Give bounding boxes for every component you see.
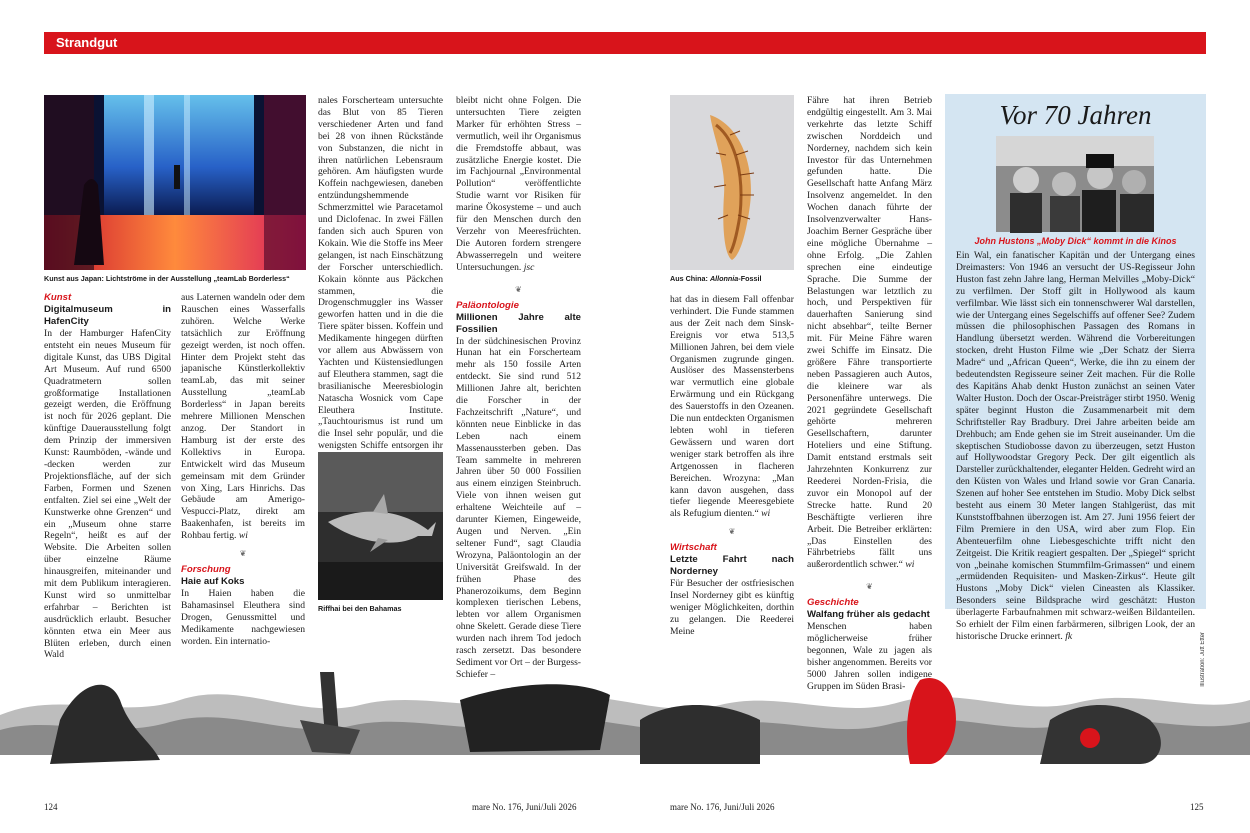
column-6 [807, 95, 932, 692]
box-title: Vor 70 Jahren [999, 100, 1152, 130]
issue-right: mare No. 176, Juni/Juli 2026 [670, 802, 775, 812]
article-separator: ❦ [239, 549, 247, 559]
text-haie-end: bleibt nicht ohne Folgen. Die untersuchten Tiere zeigten Marker für erhöhten Stress – vermutlich, weil ihr Organismus die Fremdstoffe abbaut, was zusätzliche Energie kostet. Die im Fachjournal „Environmental Pollution“ veröffentlichte Studie warnt vor Risiken für marine Ökosysteme – und auch für den Menschen durch den Verzehr von Meeresfrüchten. Die Autoren fordern strengere Abwasserregeln und weitere Untersuchungen. jsc [456, 95, 581, 273]
section-title: Strandgut [56, 35, 118, 50]
headline-walfang: Walfang früher als gedacht [807, 609, 930, 621]
art-caption: Kunst aus Japan: Lichtströme in der Ausstellung „teamLab Borderless“ [44, 274, 290, 283]
headline-haie: Haie auf Koks [181, 575, 245, 587]
kicker-geschichte: Geschichte [807, 597, 859, 609]
fossil-caption: Aus China: Allonnia-Fossil [670, 274, 762, 283]
anniversary-box [945, 94, 1206, 642]
author-kunst: wi [238, 530, 248, 542]
text-haie-cont: nales Forscherteam untersuchte das Blut von 85 Tieren verschiedener Arten und fand bei 28 von ihnen Rückstände von Substanzen, die nicht in ihren natürlichen Lebensraum gehören. Am häufigsten wurde Koffein nachgewiesen, daneben entzündungshemmende Schmerzmittel wie Paracetamol und Diclofenac. In zwei Fällen fanden sich auch Spuren von Kokain. Wie die Stoffe ins Meer gelangen, ist nach Einschätzung der Forscher unterschiedlich. Kokain könnte aus Päckchen stammen, die Drogenschmuggler ins Wasser geworfen hatten und in die die Tiere später bissen. Koffein und Medikamente hingegen dürften vor allem aus Abwässern von Yachten und Küstensiedlungen auf Eleuthera stammen, sagt die brasilianische Meeresbiologin Natascha Wosnick vom Cape Eleuthera Institute. „Tauchtourismus ist rund um die Insel sehr populär, und die wenigsten Schiffe entsorgen ihr [318, 95, 443, 452]
text-kunst: In der Hamburger HafenCity entsteht ein neues Museum für digitale Kunst, das UBS Digital Art Museum. Auf rund 6500 Quadratmetern sollen großformatige Installationen gezeigt werden, die Eröffnung ist noch für 2026 geplant. Die künftige Dauerausstellung folgt dem Prinzip der immersiven Kunst: Raumböden, -wände und -decken werden zur Projektionsfläche, auf der sich Farben, Formen und Szenen entfalten. Ziel sei eine „Welt der Kunstwerke ohne Grenzen“ und ein „Museum ohne starre Regeln“, heißt es auf der Website. Die Arbeiten sollen über einzelne Räume hinausgreifen, miteinander und mit dem Publikum interagieren. Kunst wird so unmittelbar erfahrbar – Berichten ist ausdrücklich erlaubt. Besucher könnten etwa ein Meer aus Blüten erleben, durch einen Wald [44, 328, 171, 661]
headline-kunst: Digitalmuseum in HafenCity [44, 304, 171, 327]
fossil-photo [670, 95, 794, 270]
issue-left: mare No. 176, Juni/Juli 2026 [472, 802, 577, 812]
box-subtitle: John Hustons „Moby Dick“ kommt in die Kinos [974, 236, 1177, 246]
kicker-forschung: Forschung [181, 563, 231, 575]
text-norderney-cont: Fähre hat ihren Betrieb endgültig eingestellt. Am 3. Mai verkehrte das letzte Schiff zwischen Norddeich und Norderney, nachdem sich kein Investor für das Unternehmen gefunden hatte. Die Gesellschaft hatte Anfang März Insolvenz angemeldet. In den Wochen danach führte der Insolvenzverwalter Hans-Joachim Berner Gespräche über eine mögliche Übernahme – ohne Erfolg. „Die Zahlen sprechen eine eindeutige Sprache. Die Summe der Belastungen war letztlich zu hoch, und Perspektiven für dauerhaften Sanierung sind nicht absehbar“, teilte Berner mit. Für Meine Fähre waren zwei Schiffe im Einsatz. Die größere Fähre transportierte neben Passagieren auch Autos, die kleinere war als Personenfähre unterwegs. Die 2021 gegründete Gesellschaft gehörte mehreren Gesellschaftern, darunter Hoteliers und eine Stiftung. Damit entstand erstmals seit Jahrzehnten Konkurrenz zur Reederei Norden-Frisia, die zuvor ein Monopol auf der Strecke hatte. Rund 20 Beschäftigte verlieren ihre Arbeit. Die Betreiber erklärten: „Das Einstellen des Fährbetriebs fällt uns außerordentlich schwer.“ wi [807, 95, 932, 571]
article-separator: ❦ [866, 582, 873, 592]
shark-photo [318, 452, 443, 600]
author-fossilien: wi [761, 508, 771, 520]
kicker-wirtschaft: Wirtschaft [670, 542, 717, 554]
fossil-name: Allonnia [709, 274, 739, 283]
shark-caption: Riffhai bei den Bahamas [318, 604, 402, 613]
page-number-right: 125 [1190, 802, 1204, 812]
column-3 [318, 95, 443, 452]
kicker-palaeontologie: Paläontologie [456, 299, 519, 311]
text-fossilien-cont: hat das in diesem Fall offenbar verhindert. Die Funde stammen aus der Zeit nach dem Sinsk-Ereignis vor etwa 513,5 Millionen Jahren, bei dem viele Organismen zugrunde gingen. Auslöser des Massensterbens war vermutlich eine globale Erwärmung und ein Rückgang des Sauerstoffs in den Ozeanen. Die nun entdeckten Organismen lebten wohl in tieferen Gewässern und waren dort weniger stark betroffen als ihre Artgenossen in flacheren Bereichen. Wrozyna: „Man kann davon ausgehen, dass tiefer liegende Meeresgebiete als Refugium dienten.“ wi [670, 294, 794, 520]
column-4 [456, 95, 581, 680]
film-still-photo [996, 136, 1154, 232]
section-banner [44, 32, 1206, 54]
text-kunst-cont: aus Laternen wandeln oder dem Rauschen eines Wasserfalls zuhören. Welche Werke tatsächlich zur Eröffnung gezeigt werden, ist noch offen. Hinter dem Projekt steht das japanische Künstlerkollektiv teamLab, das mit seiner Ausstellung „teamLab Borderless“ in Japan bereits mehrere Millionen Menschen anzog. Der Standort in Hamburg ist der erste des Kollektivs in Europa. Entwickelt wird das Museum gemeinsam mit dem Gründer von Xing, Lars Hinrichs. Das Gebäude am Amerigo-Vespucci-Platz, direkt am Baakenhafen, ist bereits im Rohbau fertig. wi [181, 292, 305, 542]
illustration-credit: Illustration: Jutt Etter [1200, 632, 1206, 687]
article-separator: ❦ [728, 527, 736, 537]
article-separator: ❦ [515, 284, 522, 294]
kicker-kunst: Kunst [44, 292, 72, 303]
box-text: Ein Wal, ein fanatischer Kapitän und der Untergang eines Dreimasters: Von 1946 an versucht der US-Regisseur John Huston fast zehn Jahre lang, Herman Melvilles „Moby-Dick“ zu verfilmen. Der Stoff gilt in Hollywood als kaum verfilmbar. Wie lässt sich ein tonnenschwerer Wal darstellen, wie der Untergang eines Segelschiffs auf offener See? Zudem müssen die philosophischen Passagen des Romans in Handlung übersetzt werden. Während die Vorbereitungen stocken, dreht Huston Filme wie „Der Schatz der Sierra Madre“ und „African Queen“, Werke, die ihn zu einem der bedeutendsten Regisseure seiner Zeit machen. Für die Rolle des Kapitäns Ahab denkt Huston zunächst an seinen Vater Walter Huston. Doch der Oscar-Preisträger stirbt 1950. Wenig später beginnt Huston die Zusammenarbeit mit dem Schriftsteller Ray Bradbury. Drei Jahre arbeiten beide am Drehbuch; am Ende gehen sie im Streit auseinander. Um die skeptischen Studiobosse davon zu überzeugen, setzt Huston auf Hollywoodstar Gregory Peck. Der gilt eigentlich als Darsteller zurückhaltender, eleganter Helden. Gedreht wird an den Küsten von Wales und Irland sowie vor Gran Canaria. Szenen auf hoher See entstehen im Studio. Moby Dick selbst besteht aus einem 30 Meter langen Stahlgerüst, das mit Kunststoffbahnen überzogen ist. Am 27. Juni 1956 feiert der Film Premiere in den USA, wird aber zum Flop. Ein Abenteuerfilm ohne Liebesgeschichte trifft nicht den Zeitgeist. Die Kritik reagiert gespalten. Der „Spiegel“ spricht von „beinahe komischen Stummfilm-Grimassen“ und einem „ermüdenden Requisiten- und Masken-Zirkus“. Heute gilt Hustons „Moby Dick“ vielen Cineasten als Klassiker. Besonders seine Bildsprache wird geschätzt: Huston überlagerte Farbaufnahmen mit schwarz-weißen Bildanteilen. So erhielt der Film einen farbärmeren, silbrigen Look, der an historische Drucke erinnert. fk [956, 250, 1195, 642]
column-2 [181, 292, 305, 647]
sea-illustration [0, 660, 1250, 790]
text-haie: In Haien haben die Bahamasinsel Eleuthera sind Drogen, Genussmittel und Medikamente nachgewiesen worden. Ein internatio- [181, 587, 305, 647]
headline-fossilien: Millionen Jahre alte Fossilien [456, 311, 581, 335]
box-author: fk [1065, 631, 1073, 642]
author-norderney: wi [905, 559, 915, 571]
headline-norderney: Letzte Fahrt nach Norderney [670, 554, 794, 578]
column-5 [670, 294, 794, 637]
text-fossilien: In der südchinesischen Provinz Hunan hat ein Forscherteam mehr als 150 fossile Arten entdeckt. Sie sind rund 512 Millionen Jahre alt, berichten die Forscher in der Fachzeitschrift „Nature“, und könnten neue Einblicke in das Leben nach einem Massenaussterben geben. Das Team sammelte in mehreren Jahren über 50 000 Fossilien aus einem einzigen Steinbruch. Viele von ihnen weisen gut erhaltene Weichteile auf – darunter Kiemen, Eingeweide, Augen und Nerven. „Ein seltener Fund“, sagt Claudia Wrozyna, Paläontologin an der Universität Greifswald. In der frühen Phase des Phanerozoikums, dem Beginn komplexen tierischen Lebens, lebten vor allem Organismen ohne Skelett. Gerade diese Tiere wurden nach ihrem Tod jedoch rasch zersetzt. Das besondere Sediment vor Ort – der Burgess-Schiefer – [456, 335, 581, 680]
page-number-left: 124 [44, 802, 58, 812]
author-haie: jsc [523, 261, 535, 273]
column-1 [44, 292, 171, 661]
text-walfang: Menschen haben möglicherweise früher begonnen, Wale zu jagen als bisher angenommen. Bereits vor 5000 Jahren sollen indigene Gruppen im Süden Brasi- [807, 621, 932, 692]
art-photo [44, 95, 306, 270]
text-norderney: Für Besucher der ostfriesischen Insel Norderney gibt es künftig weniger Möglichkeiten, dorthin zu gelangen. Die Reederei Meine [670, 578, 794, 637]
